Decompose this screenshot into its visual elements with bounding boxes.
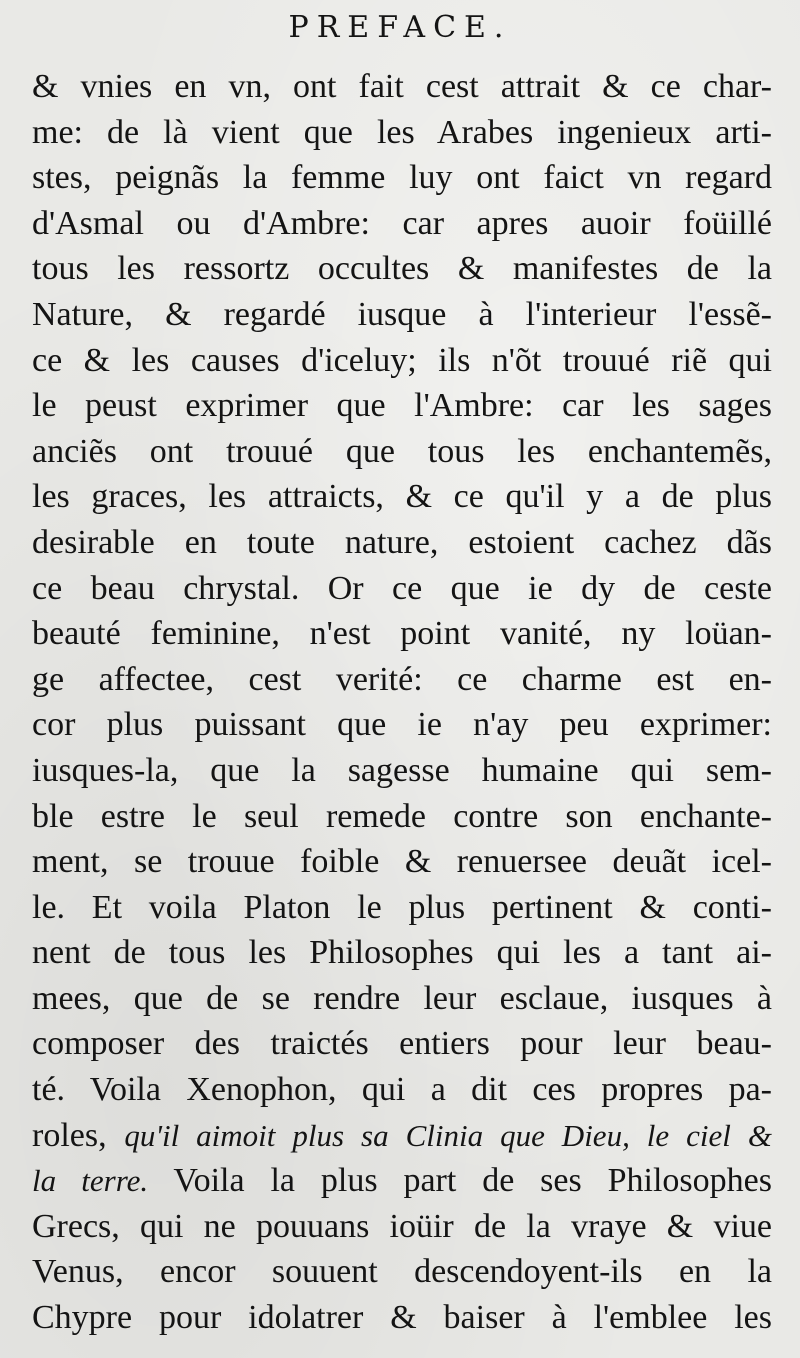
text-line <box>32 474 772 520</box>
text-segment: ce & les causes d'iceluy; ils n'õt trouué riẽ qui <box>32 341 772 379</box>
text-segment: d'Asmal ou d'Ambre: car apres auoir foüillé <box>32 204 772 242</box>
text-line <box>32 1204 772 1250</box>
text-line <box>32 1295 772 1341</box>
text-line <box>32 201 772 247</box>
text-line <box>32 1249 772 1295</box>
text-line <box>32 702 772 748</box>
text-line <box>32 155 772 201</box>
text-line <box>32 1113 772 1159</box>
text-segment: cor plus puissant que ie n'ay peu exprimer: <box>32 706 772 744</box>
text-line <box>32 930 772 976</box>
text-line <box>32 110 772 156</box>
text-line <box>32 383 772 429</box>
text-segment: & vnies en vn, ont fait cest attrait & ce char- <box>32 68 772 105</box>
text-segment: Venus, encor souuent descendoyent-ils en la <box>32 1253 772 1291</box>
text-segment: Nature, & regardé iusque à l'interieur l'essẽ- <box>32 295 772 333</box>
text-line <box>32 748 772 794</box>
text-segment: beauté feminine, n'est point vanité, ny loüan- <box>32 615 772 653</box>
text-line <box>32 611 772 657</box>
text-segment: Chypre pour idolatrer & baiser à l'emblee les <box>32 1299 772 1337</box>
text-line <box>32 885 772 931</box>
text-line <box>32 520 772 566</box>
text-segment: composer des traictés entiers pour leur beau- <box>32 1025 772 1063</box>
text-line <box>32 839 772 885</box>
text-line <box>32 246 772 292</box>
text-segment: ment, se trouue foible & renuersee deuãt icel- <box>32 843 772 881</box>
text-segment: anciẽs ont trouué que tous les enchantemẽs, <box>32 432 772 470</box>
text-segment: Voila la plus part de ses Philosophes <box>148 1162 772 1200</box>
text-line <box>32 657 772 703</box>
running-header: PREFACE. <box>288 10 512 45</box>
text-segment: roles, <box>32 1116 125 1154</box>
text-segment: ge affectee, cest verité: ce charme est en- <box>32 660 772 698</box>
text-segment: le. Et voila Platon le plus pertinent & conti- <box>32 888 772 926</box>
text-segment: ce beau chrystal. Or ce que ie dy de ceste <box>32 569 772 607</box>
text-line <box>32 338 772 384</box>
text-segment: les graces, les attraicts, & ce qu'il y a de plus <box>32 478 772 516</box>
text-line <box>32 1158 772 1204</box>
text-segment: mees, que de se rendre leur esclaue, iusques à <box>32 979 772 1017</box>
text-segment: Grecs, qui ne pouuans ioüir de la vraye & viue <box>32 1207 772 1245</box>
text-segment: le peust exprimer que l'Ambre: car les sages <box>32 387 772 425</box>
italic-text-segment: qu'il aimoit plus sa Clinia que Dieu, le ciel & <box>124 1117 772 1153</box>
text-segment: stes, peignãs la femme luy ont faict vn regard <box>32 159 772 197</box>
text-segment: tous les ressortz occultes & manifestes de la <box>32 250 772 288</box>
text-segment: iusques-la, que la sagesse humaine qui sem- <box>32 751 772 789</box>
text-segment: me: de là vient que les Arabes ingenieux arti- <box>32 113 772 151</box>
text-line <box>32 64 772 110</box>
text-segment: té. Voila Xenophon, qui a dit ces propres pa- <box>32 1071 772 1109</box>
text-line <box>32 292 772 338</box>
italic-text-segment: la terre. <box>32 1163 149 1199</box>
text-line <box>32 1021 772 1067</box>
text-line <box>32 794 772 840</box>
text-line <box>32 1067 772 1113</box>
text-segment: ble estre le seul remede contre son enchante- <box>32 797 772 835</box>
text-line <box>32 566 772 612</box>
text-line <box>32 976 772 1022</box>
text-line <box>32 429 772 475</box>
text-segment: nent de tous les Philosophes qui les a tant ai- <box>32 934 772 972</box>
body-text <box>32 64 772 1341</box>
text-segment: desirable en toute nature, estoient cachez dãs <box>32 523 772 561</box>
